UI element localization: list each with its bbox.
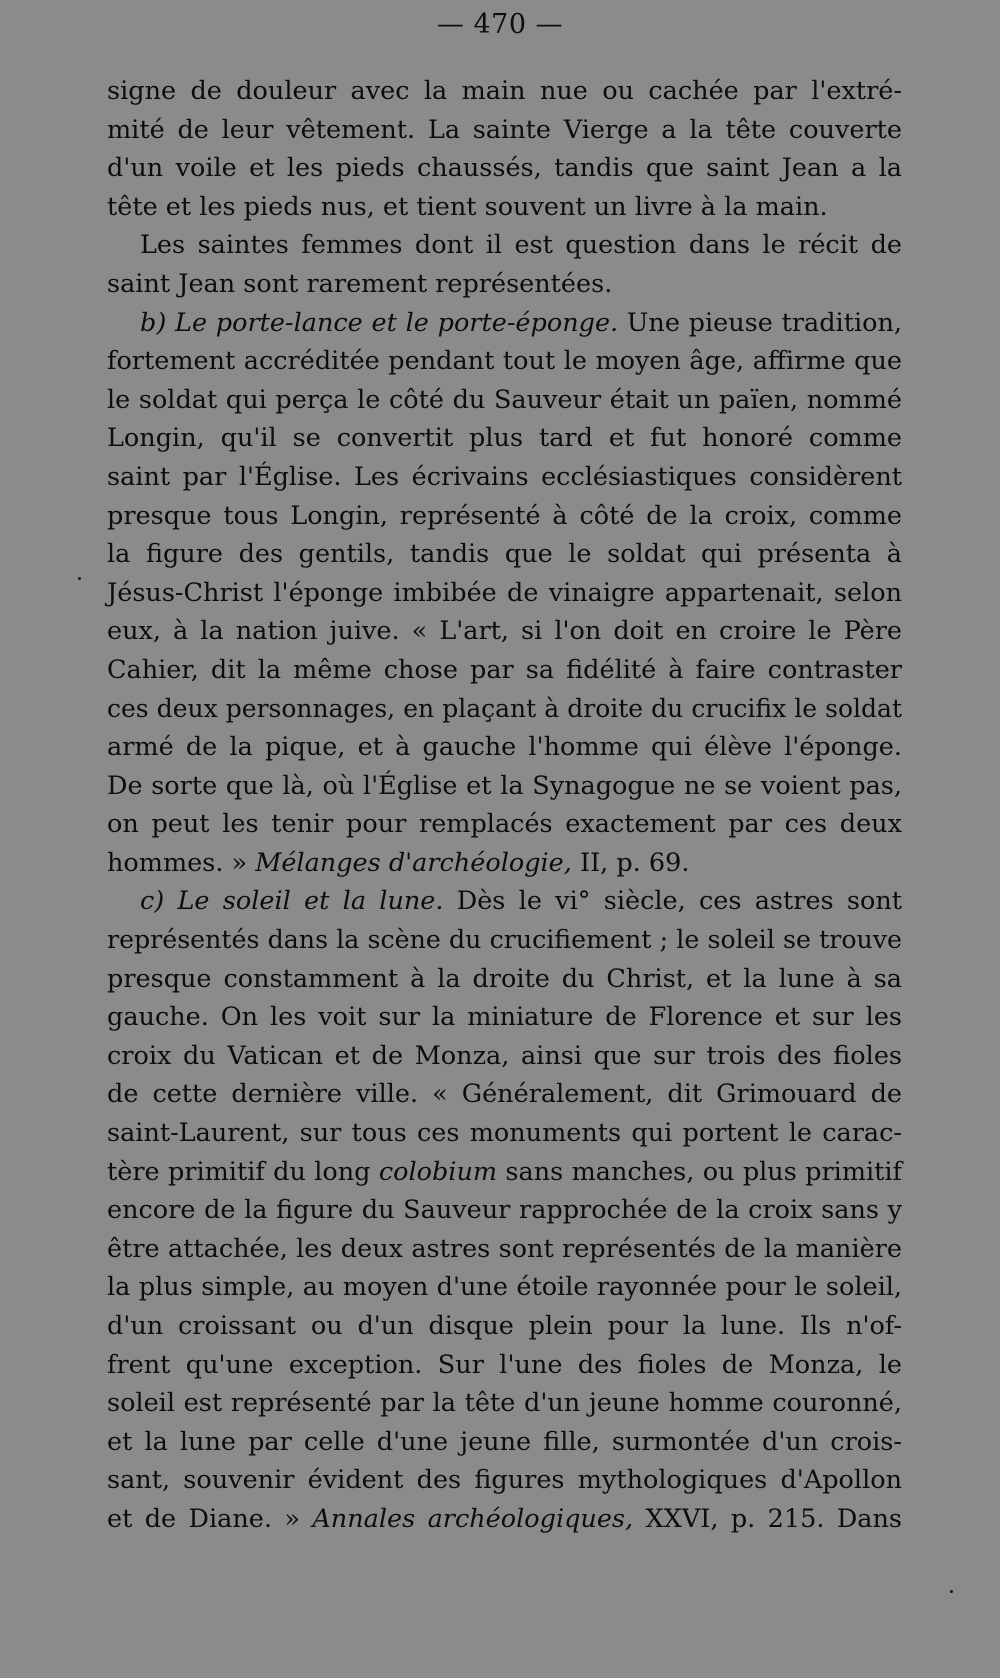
text-line xyxy=(107,72,902,111)
text-line xyxy=(107,458,902,497)
text-segment: encore de la figure du Sauveur rapprochée de la croix sans y xyxy=(107,1195,902,1226)
text-segment: tête et les pieds nus, et tient souvent un livre à la main. xyxy=(107,191,828,222)
text-line xyxy=(107,265,902,304)
text-line xyxy=(107,1423,902,1462)
text-line xyxy=(107,1268,902,1307)
text-line xyxy=(107,882,902,921)
text-segment: tère primitif du long xyxy=(107,1156,379,1187)
text-line xyxy=(107,1075,902,1114)
text-segment: de cette dernière ville. « Généralement, dit Grimouard de xyxy=(107,1079,902,1110)
scan-speck xyxy=(78,577,81,580)
text-segment: Une pieuse tradition, xyxy=(618,307,902,338)
text-line xyxy=(107,1037,902,1076)
text-segment: Dès le vi° siècle, ces astres sont xyxy=(443,886,902,917)
text-line xyxy=(107,342,902,381)
italic-text: b) Le porte-lance et le porte-éponge. xyxy=(140,307,619,338)
page-number: — 470 — xyxy=(436,9,564,40)
text-segment: représentés dans la scène du crucifiement ; le soleil se trouve xyxy=(107,925,902,955)
text-segment: ces deux personnages, en plaçant à droite du crucifix le soldat xyxy=(107,693,902,723)
text-line xyxy=(107,844,902,883)
text-segment: mité de leur vêtement. La sainte Vierge a la tête couverte xyxy=(107,114,902,145)
text-line xyxy=(107,111,902,150)
text-segment: eux, à la nation juive. « L'art, si l'on doit en croire le Père xyxy=(107,616,902,647)
text-line xyxy=(107,1384,902,1423)
text-segment: presque tous Longin, représenté à côté de la croix, comme xyxy=(107,500,902,531)
body-text xyxy=(107,72,902,1539)
text-line xyxy=(107,1500,902,1539)
text-segment: presque constamment à la droite du Christ, et la lune à sa xyxy=(107,963,902,994)
text-segment: saint Jean sont rarement représentées. xyxy=(107,268,613,299)
text-segment: fortement accréditée pendant tout le moyen âge, affirme que xyxy=(107,346,902,377)
text-line xyxy=(107,149,902,188)
text-segment: d'un croissant ou d'un disque plein pour la lune. Ils n'of- xyxy=(107,1311,902,1341)
text-segment: sans manches, ou plus primitif xyxy=(497,1156,902,1187)
text-segment: XXVI, p. 215. Dans xyxy=(633,1503,902,1534)
text-line xyxy=(107,998,902,1037)
text-segment: la plus simple, au moyen d'une étoile rayonnée pour le soleil, xyxy=(107,1272,902,1303)
text-segment: Jésus-Christ l'éponge imbibée de vinaigre appartenait, selon xyxy=(107,577,902,608)
text-line xyxy=(107,1230,902,1269)
text-line xyxy=(107,188,902,227)
text-line xyxy=(107,1153,902,1192)
text-segment: Les saintes femmes dont il est question dans le récit de xyxy=(140,230,902,261)
text-line xyxy=(107,1307,902,1346)
text-line xyxy=(107,1114,902,1153)
text-segment: armé de la pique, et à gauche l'homme qui élève l'éponge. xyxy=(107,732,902,763)
text-line xyxy=(107,1461,902,1500)
text-segment: soleil est représenté par la tête d'un jeune homme couronné, xyxy=(107,1388,902,1419)
text-line xyxy=(107,226,902,265)
text-segment: Longin, qu'il se convertit plus tard et fut honoré comme xyxy=(107,423,902,454)
text-segment: d'un voile et les pieds chaussés, tandis que saint Jean a la xyxy=(107,153,902,184)
scan-speck xyxy=(950,1590,953,1593)
italic-text: colobium xyxy=(378,1156,498,1187)
italic-text: Annales archéologiques, xyxy=(312,1503,634,1534)
text-segment: II, p. 69. xyxy=(571,847,690,878)
text-line xyxy=(107,381,902,420)
text-line xyxy=(107,960,902,999)
text-line xyxy=(107,805,902,844)
text-segment: gauche. On les voit sur la miniature de Florence et sur les xyxy=(107,1002,902,1033)
text-segment: Cahier, dit la même chose par sa fidélité à faire contraster xyxy=(107,654,902,685)
text-segment: et de Diane. » xyxy=(107,1503,313,1534)
text-line xyxy=(107,497,902,536)
text-line xyxy=(107,535,902,574)
text-segment: saint-Laurent, sur tous ces monuments qui portent le carac- xyxy=(107,1118,902,1149)
text-segment: signe de douleur avec la main nue ou cachée par l'extré- xyxy=(107,76,902,106)
text-line xyxy=(107,921,902,960)
italic-text: Mélanges d'archéologie, xyxy=(255,847,572,878)
text-line xyxy=(107,651,902,690)
text-segment: hommes. » xyxy=(107,847,256,878)
text-segment: De sorte que là, où l'Église et la Synagogue ne se voient pas, xyxy=(107,770,902,801)
text-segment: saint par l'Église. Les écrivains ecclésiastiques considèrent xyxy=(107,461,902,492)
text-segment: croix du Vatican et de Monza, ainsi que sur trois des fioles xyxy=(107,1040,902,1071)
text-line xyxy=(107,419,902,458)
text-segment: et la lune par celle d'une jeune fille, surmontée d'un crois- xyxy=(107,1426,902,1457)
text-line xyxy=(107,767,902,806)
text-line xyxy=(107,690,902,729)
text-segment: la figure des gentils, tandis que le soldat qui présenta à xyxy=(107,539,902,570)
text-segment: sant, souvenir évident des figures mythologiques d'Apollon xyxy=(107,1465,902,1496)
italic-text: c) Le soleil et la lune. xyxy=(140,886,444,917)
text-line xyxy=(107,612,902,651)
text-segment: être attachée, les deux astres sont représentés de la manière xyxy=(107,1233,902,1264)
text-line xyxy=(107,574,902,613)
text-line xyxy=(107,304,902,343)
text-line xyxy=(107,728,902,767)
text-segment: frent qu'une exception. Sur l'une des fioles de Monza, le xyxy=(107,1349,902,1380)
text-segment: on peut les tenir pour remplacés exactement par ces deux xyxy=(107,809,902,840)
text-segment: le soldat qui perça le côté du Sauveur était un païen, nommé xyxy=(107,384,902,415)
text-line xyxy=(107,1346,902,1385)
text-line xyxy=(107,1191,902,1230)
